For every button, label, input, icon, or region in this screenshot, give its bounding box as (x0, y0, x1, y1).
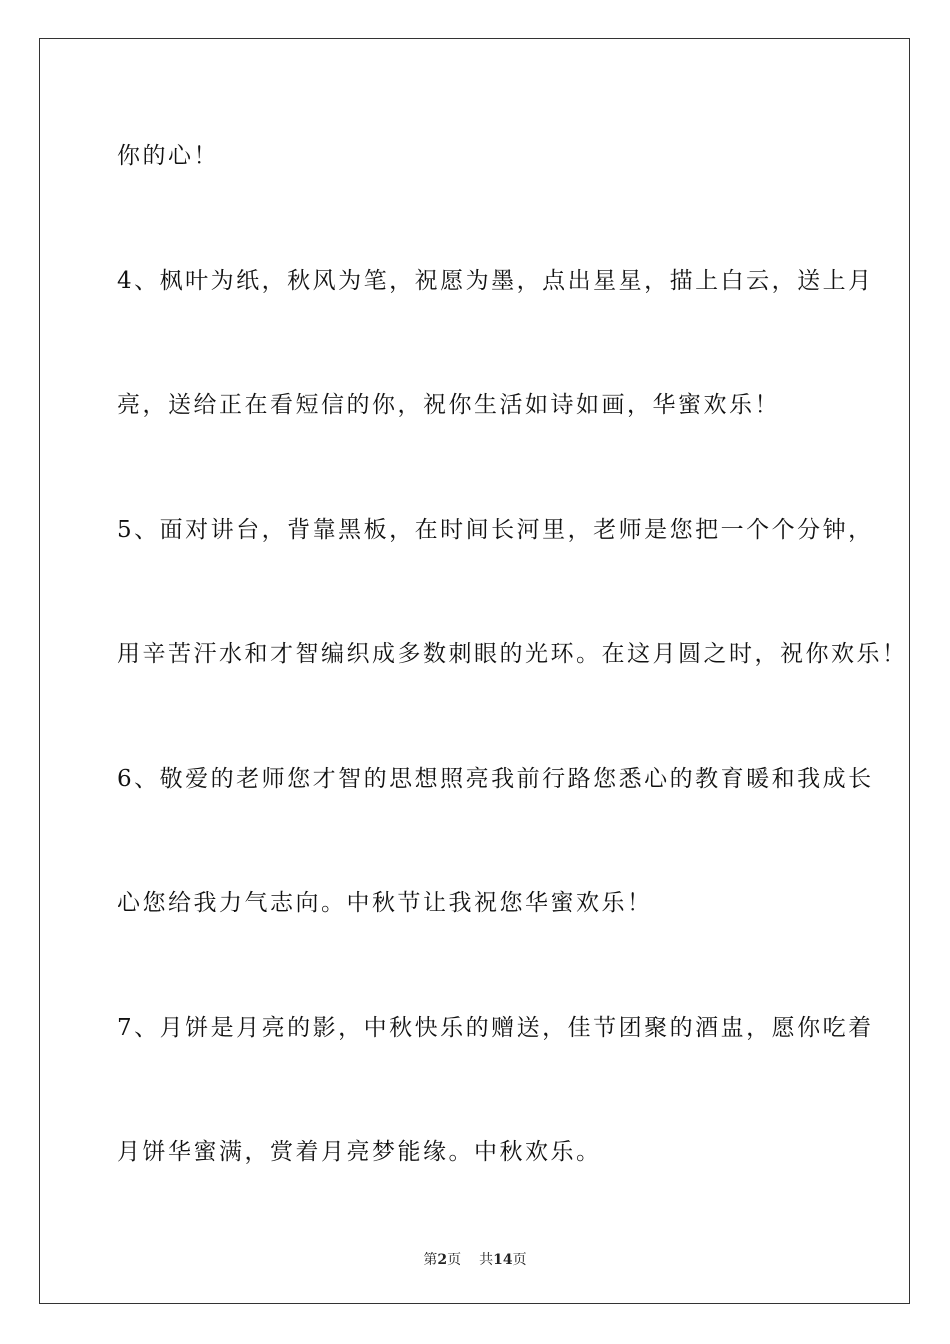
total-suffix: 页 (512, 1252, 527, 1268)
text-line: 心您给我力气志向。中秋节让我祝您华蜜欢乐！ (117, 890, 653, 916)
text-line: 用辛苦汗水和才智编织成多数刺眼的光环。在这月圆之时，祝你欢乐！ (117, 641, 908, 667)
page-border (39, 38, 910, 1304)
total-prefix: 共 (479, 1252, 494, 1268)
text-line: 4、枫叶为纸，秋风为笔，祝愿为墨，点出星星，描上白云，送上月 (117, 268, 874, 294)
text-line: 你的心！ (117, 143, 219, 169)
text-line: 5、面对讲台，背靠黑板，在时间长河里，老师是您把一个个分钟， (117, 517, 874, 543)
total-page-number: 14 (493, 1252, 513, 1268)
text-line: 月饼华蜜满，赏着月亮梦能缘。中秋欢乐。 (117, 1139, 602, 1165)
text-line: 6、敬爱的老师您才智的思想照亮我前行路您悉心的教育暖和我成长 (117, 766, 874, 792)
page-suffix: 页 (447, 1252, 462, 1268)
page-prefix: 第 (423, 1252, 438, 1268)
current-page-number: 2 (437, 1252, 448, 1268)
text-line: 亮，送给正在看短信的你，祝你生活如诗如画，华蜜欢乐！ (117, 392, 780, 418)
text-line: 7、月饼是月亮的影，中秋快乐的赠送，佳节团聚的酒盅，愿你吃着 (117, 1015, 874, 1041)
page-footer (0, 1249, 950, 1269)
